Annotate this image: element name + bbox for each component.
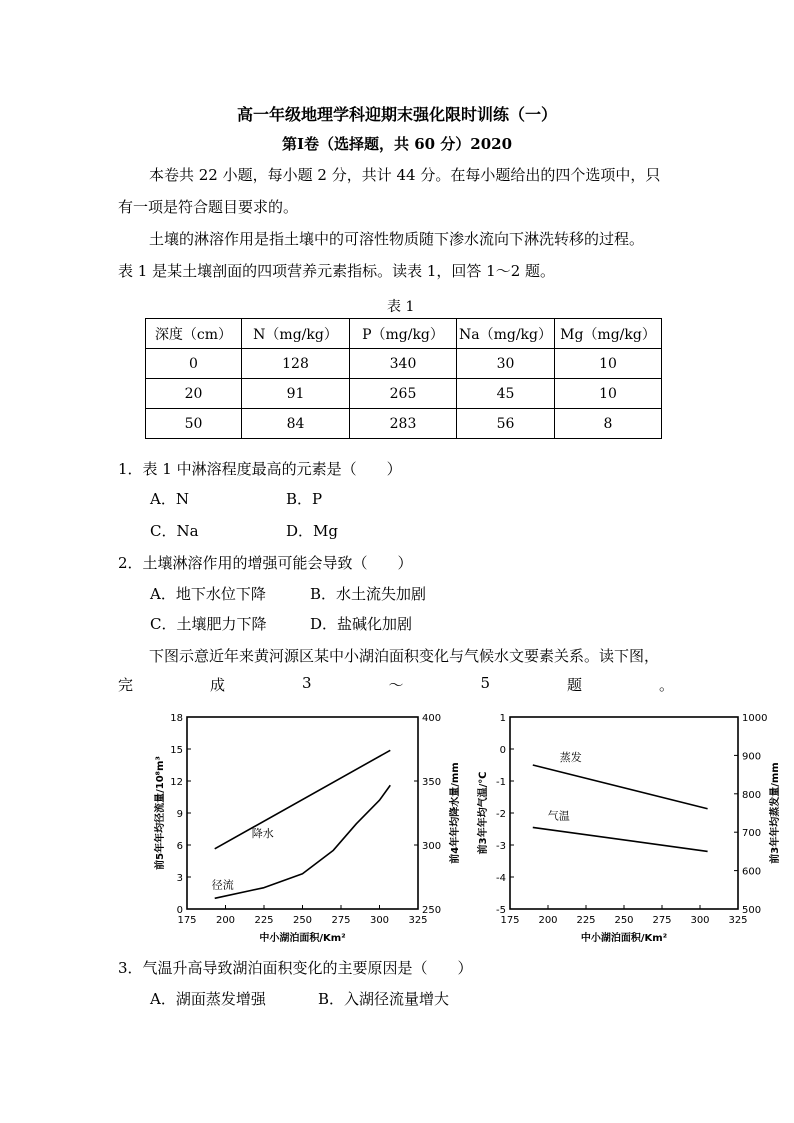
x-tick-label: 175 bbox=[177, 915, 197, 926]
y-tick-label: -2 bbox=[496, 809, 506, 820]
x-tick-label: 275 bbox=[331, 915, 351, 926]
y-tick-label: -5 bbox=[496, 905, 506, 916]
passage1-line-2: 表 1 是某土壤剖面的四项营养元素指标。读表 1，回答 1～2 题。 bbox=[118, 262, 556, 280]
y2-tick-label: 350 bbox=[422, 777, 442, 788]
chart-runoff-precipitation bbox=[150, 705, 470, 948]
y-axis-title: 前3年年均气温/℃ bbox=[478, 771, 489, 855]
table-header-cell: N（mg/kg） bbox=[242, 319, 350, 349]
y-tick-label: -4 bbox=[496, 873, 506, 884]
y-tick-label: 12 bbox=[170, 777, 183, 788]
x-tick-label: 225 bbox=[576, 915, 596, 926]
series-label: 径流 bbox=[211, 878, 234, 892]
intro-line-1: 本卷共 22 小题，每小题 2 分，共计 44 分。在每小题给出的四个选项中，只 bbox=[149, 166, 661, 184]
question-2-option-c[interactable]: C．土壤肥力下降 bbox=[150, 615, 267, 633]
question-3-stem: 3．气温升高导致湖泊面积变化的主要原因是（ ） bbox=[118, 959, 473, 977]
question-1-option-c[interactable]: C．Na bbox=[150, 522, 199, 540]
y-tick-label: 0 bbox=[499, 745, 506, 756]
passage2-word: 题 bbox=[566, 676, 582, 694]
table-header-cell: 深度（cm） bbox=[146, 319, 242, 349]
y-tick-label: -1 bbox=[496, 777, 506, 788]
plot-frame bbox=[510, 717, 738, 909]
question-3-option-a[interactable]: A．湖面蒸发增强 bbox=[150, 990, 266, 1008]
table-cell: 283 bbox=[350, 409, 457, 439]
question-1-stem: 1．表 1 中淋溶程度最高的元素是（ ） bbox=[118, 460, 402, 478]
series-line bbox=[533, 765, 708, 809]
y2-tick-label: 1000 bbox=[742, 713, 768, 724]
y2-tick-label: 900 bbox=[742, 751, 762, 763]
question-2-option-b[interactable]: B．水土流失加剧 bbox=[310, 585, 427, 603]
question-1-option-d[interactable]: D．Mg bbox=[286, 522, 338, 540]
question-2-stem: 2．土壤淋溶作用的增强可能会导致（ ） bbox=[118, 554, 413, 572]
table-cell: 265 bbox=[350, 379, 457, 409]
y-tick-label: 0 bbox=[176, 905, 183, 916]
chart-temperature-evaporation bbox=[476, 705, 794, 948]
table-header-cell: P（mg/kg） bbox=[350, 319, 457, 349]
table-header-row bbox=[146, 319, 662, 349]
table-cell: 91 bbox=[242, 379, 350, 409]
y2-tick-label: 700 bbox=[742, 828, 762, 840]
y2-tick-label: 600 bbox=[742, 866, 762, 878]
y-tick-label: 1 bbox=[499, 713, 506, 724]
table1-caption: 表 1 bbox=[387, 299, 415, 315]
table-cell: 10 bbox=[555, 379, 662, 409]
x-tick-label: 300 bbox=[369, 915, 390, 926]
x-tick-label: 325 bbox=[408, 915, 428, 926]
y-tick-label: 6 bbox=[176, 841, 183, 852]
question-1-option-a[interactable]: A．N bbox=[150, 490, 189, 508]
table-cell: 84 bbox=[242, 409, 350, 439]
question-2-option-d[interactable]: D．盐碱化加剧 bbox=[310, 615, 413, 633]
x-tick-label: 250 bbox=[292, 915, 313, 926]
passage2-word: 成 bbox=[209, 676, 225, 694]
soil-nutrient-table bbox=[145, 318, 662, 439]
series-label: 降水 bbox=[251, 826, 274, 840]
passage2-line-2 bbox=[118, 674, 674, 695]
passage1-line-1: 土壤的淋溶作用是指土壤中的可溶性物质随下渗水流向下淋洗转移的过程。 bbox=[149, 230, 645, 248]
table-cell: 56 bbox=[457, 409, 555, 439]
x-axis-title: 中小湖泊面积/Km² bbox=[259, 933, 346, 944]
y2-tick-label: 300 bbox=[422, 841, 442, 852]
x-tick-label: 225 bbox=[254, 915, 274, 926]
passage2-word: 5 bbox=[480, 674, 491, 692]
x-tick-label: 275 bbox=[652, 915, 672, 926]
series-label: 蒸发 bbox=[559, 751, 582, 764]
table-cell: 20 bbox=[146, 379, 242, 409]
y-tick-label: 15 bbox=[170, 745, 183, 756]
table-row bbox=[146, 379, 662, 409]
table-cell: 0 bbox=[146, 349, 242, 379]
y-tick-label: 18 bbox=[170, 713, 183, 724]
x-tick-label: 200 bbox=[215, 915, 236, 926]
y-tick-label: 9 bbox=[176, 809, 183, 820]
table-header-cell: Mg（mg/kg） bbox=[555, 319, 662, 349]
question-3-option-b[interactable]: B．入湖径流量增大 bbox=[318, 990, 450, 1008]
table-cell: 340 bbox=[350, 349, 457, 379]
table-cell: 10 bbox=[555, 349, 662, 379]
table-cell: 45 bbox=[457, 379, 555, 409]
y2-axis-title: 前4年年均降水量/mm bbox=[450, 762, 461, 864]
x-axis-title: 中小湖泊面积/Km² bbox=[580, 933, 668, 944]
passage2-word: 完 bbox=[118, 676, 134, 694]
passage2-word: ～ bbox=[388, 676, 404, 694]
table-row bbox=[146, 409, 662, 439]
x-tick-label: 200 bbox=[538, 915, 558, 926]
passage2-word: 3 bbox=[301, 674, 312, 692]
x-tick-label: 175 bbox=[500, 915, 520, 926]
table-cell: 30 bbox=[457, 349, 555, 379]
y2-axis-title: 前3年年均蒸发量/mm bbox=[770, 762, 781, 864]
x-tick-label: 250 bbox=[614, 915, 634, 926]
y2-tick-label: 800 bbox=[742, 789, 762, 801]
y-axis-title: 前5年年均径流量/10⁸m³ bbox=[155, 756, 166, 870]
question-2-option-a[interactable]: A．地下水位下降 bbox=[150, 585, 266, 603]
intro-line-2: 有一项是符合题目要求的。 bbox=[118, 198, 299, 216]
paper-subtitle: 第Ⅰ卷（选择题，共 60 分）2020 bbox=[281, 135, 513, 153]
y2-tick-label: 500 bbox=[742, 905, 762, 916]
series-line bbox=[215, 750, 391, 849]
y-tick-label: 3 bbox=[176, 873, 183, 884]
table-cell: 8 bbox=[555, 409, 662, 439]
y2-tick-label: 400 bbox=[422, 713, 442, 724]
passage2-word: 。 bbox=[658, 676, 674, 694]
y-tick-label: -3 bbox=[496, 841, 506, 852]
table-cell: 50 bbox=[146, 409, 242, 439]
passage2-line-1: 下图示意近年来黄河源区某中小湖泊面积变化与气候水文要素关系。读下图， bbox=[149, 647, 660, 665]
series-label: 气温 bbox=[547, 809, 570, 823]
table-cell: 128 bbox=[242, 349, 350, 379]
table-header-cell: Na（mg/kg） bbox=[457, 319, 555, 349]
question-1-option-b[interactable]: B．P bbox=[286, 490, 323, 508]
table-row bbox=[146, 349, 662, 379]
x-tick-label: 325 bbox=[728, 915, 748, 926]
series-line bbox=[533, 827, 708, 851]
x-tick-label: 300 bbox=[690, 915, 710, 926]
y2-tick-label: 250 bbox=[422, 905, 442, 916]
paper-title: 高一年级地理学科迎期末强化限时训练（一） bbox=[236, 105, 557, 124]
series-line bbox=[215, 785, 391, 898]
